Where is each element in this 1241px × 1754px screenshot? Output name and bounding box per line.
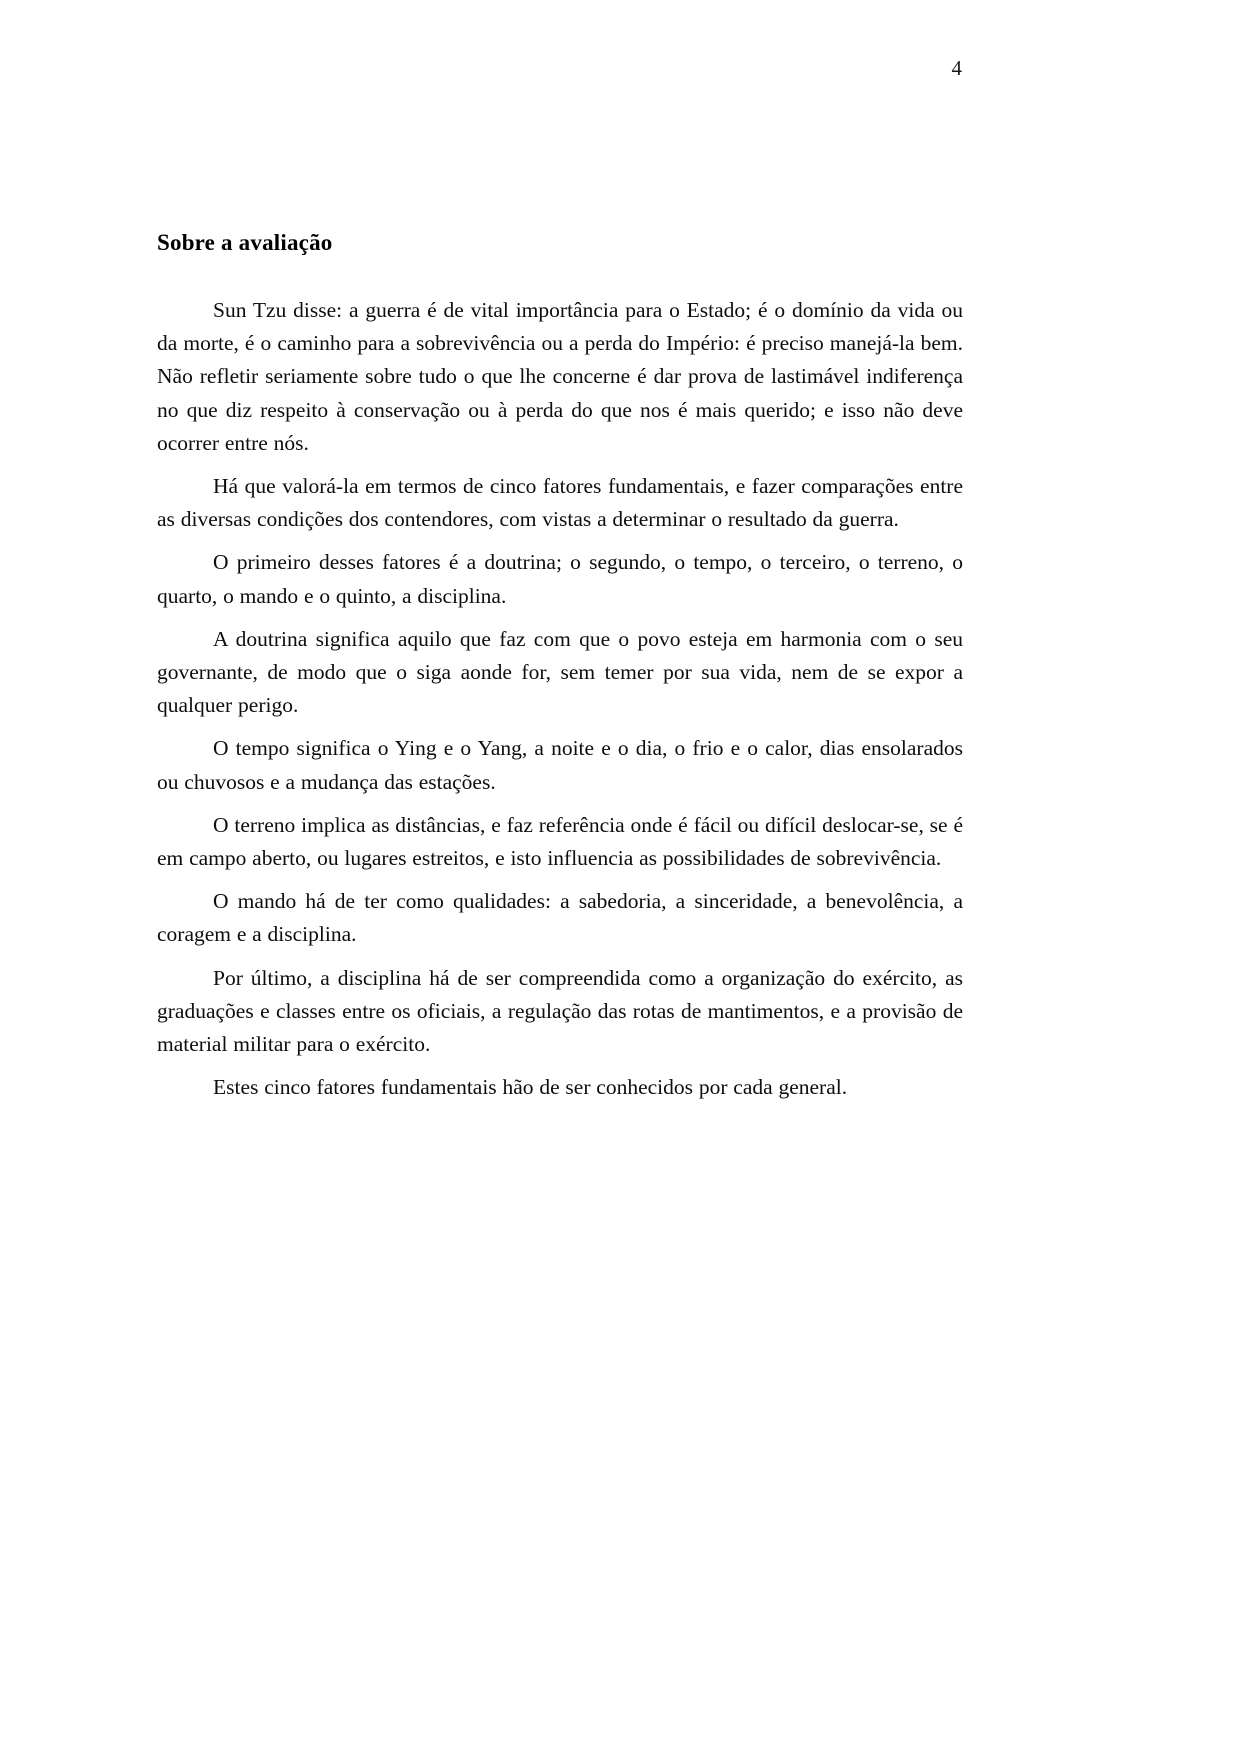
paragraph: O terreno implica as distâncias, e faz referência onde é fácil ou difícil deslocar-se, se é em campo aberto, ou lugares estreitos, e isto influencia as possibilidades de sobrevivência. [157, 812, 963, 870]
page-number: 4 [951, 56, 962, 80]
paragraph: O mando há de ter como qualidades: a sabedoria, a sinceridade, a benevolência, a coragem e a disciplina. [157, 889, 963, 947]
paragraph: Sun Tzu disse: a guerra é de vital importância para o Estado; é o domínio da vida ou da morte, é o caminho para a sobrevivência ou a perda do Império: é preciso manejá-la bem. Não refletir seriamente sobre tudo o que lhe concerne é dar prova de lastimável indiferença no que diz respeito à conservação ou à perda do que nos é mais querido; e isso não deve ocorrer entre nós. [157, 297, 963, 455]
paragraph: O primeiro desses fatores é a doutrina; o segundo, o tempo, o terceiro, o terreno, o quarto, o mando e o quinto, a disciplina. [157, 550, 963, 608]
page-content [157, 228, 963, 1104]
paragraph: Por último, a disciplina há de ser compreendida como a organização do exército, as graduações e classes entre os oficiais, a regulação das rotas de mantimentos, e a provisão de material militar para o exército. [157, 965, 963, 1056]
paragraph: O tempo significa o Ying e o Yang, a noite e o dia, o frio e o calor, dias ensolarados ou chuvosos e a mudança das estações. [157, 736, 963, 794]
paragraph: Estes cinco fatores fundamentais hão de ser conhecidos por cada general. [213, 1075, 848, 1100]
paragraph: A doutrina significa aquilo que faz com que o povo esteja em harmonia com o seu governante, de modo que o siga aonde for, sem temer por sua vida, nem de se expor a qualquer perigo. [157, 626, 963, 718]
section-heading: Sobre a avaliação [157, 230, 333, 255]
body-text-block [157, 294, 963, 1104]
paragraph: Há que valorá-la em termos de cinco fatores fundamentais, e fazer comparações entre as diversas condições dos contendores, com vistas a determinar o resultado da guerra. [157, 473, 963, 532]
